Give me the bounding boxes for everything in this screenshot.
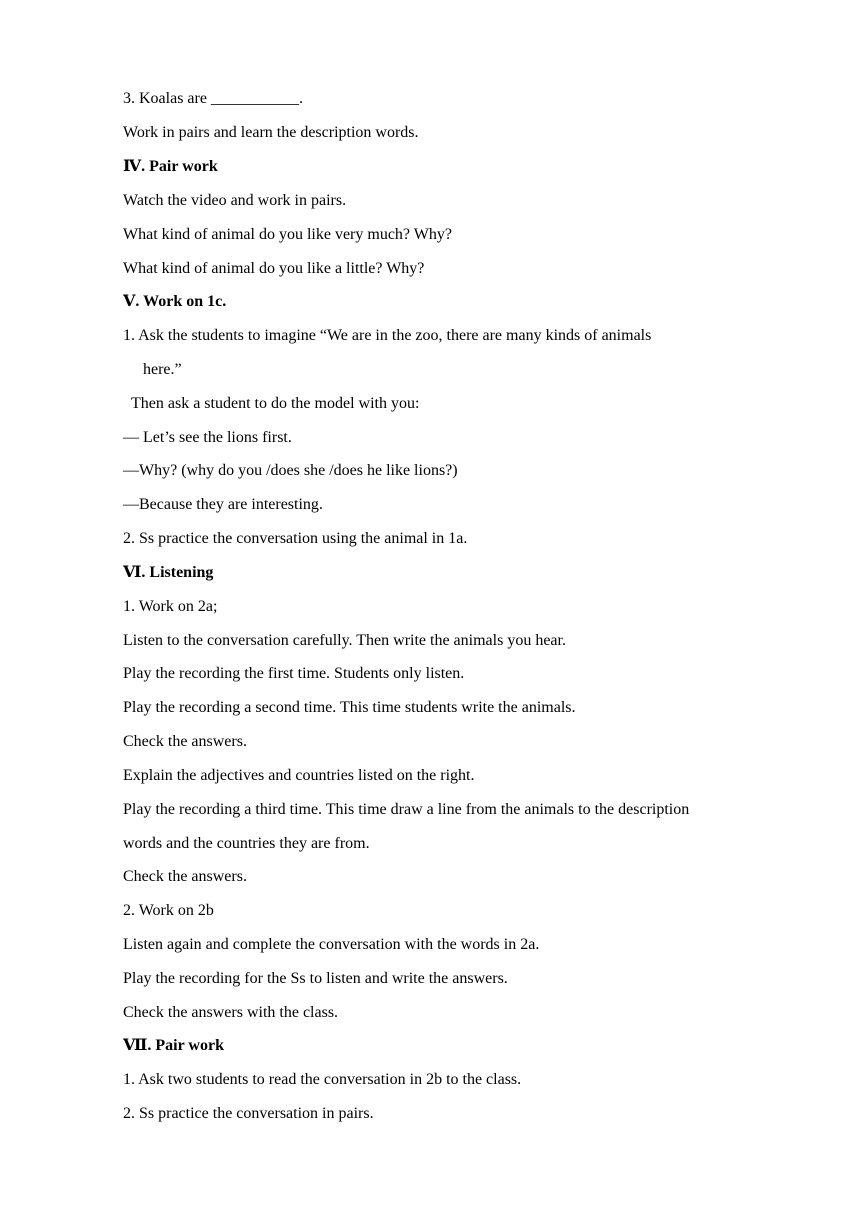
text-line: 3. Koalas are ___________.: [123, 90, 303, 107]
text-line: 2. Work on 2b: [123, 902, 214, 919]
dialogue-line: — Let’s see the lions first.: [123, 429, 292, 446]
text-line: 1. Work on 2a;: [123, 598, 218, 615]
text-line: 2. Ss practice the conversation using the animal in 1a.: [123, 530, 468, 547]
text-line: Explain the adjectives and countries listed on the right.: [123, 767, 475, 784]
section-heading: Ⅳ. Pair work: [123, 158, 218, 175]
text-line: Listen again and complete the conversation with the words in 2a.: [123, 936, 540, 953]
text-line: Play the recording the first time. Students only listen.: [123, 665, 465, 682]
text-line: Then ask a student to do the model with you:: [131, 395, 420, 412]
text-line: What kind of animal do you like a little? Why?: [123, 260, 425, 277]
text-line: 2. Ss practice the conversation in pairs.: [123, 1105, 374, 1122]
dialogue-line: —Why? (why do you /does she /does he like lions?): [123, 462, 458, 479]
text-line: Play the recording a third time. This time draw a line from the animals to the description: [123, 801, 690, 818]
text-line: What kind of animal do you like very much? Why?: [123, 226, 452, 243]
text-line: Check the answers.: [123, 868, 247, 885]
text-line: Check the answers.: [123, 733, 247, 750]
text-line: Play the recording a second time. This time students write the animals.: [123, 699, 576, 716]
dialogue-line: —Because they are interesting.: [123, 496, 323, 513]
text-line: Check the answers with the class.: [123, 1004, 339, 1021]
text-line: Listen to the conversation carefully. Then write the animals you hear.: [123, 632, 566, 649]
text-line: Play the recording for the Ss to listen and write the answers.: [123, 970, 508, 987]
text-line: here.”: [143, 361, 182, 378]
section-heading: Ⅴ. Work on 1c.: [123, 293, 227, 310]
section-heading: Ⅶ. Pair work: [123, 1037, 224, 1054]
text-line: Watch the video and work in pairs.: [123, 192, 347, 209]
text-line: 1. Ask two students to read the conversation in 2b to the class.: [123, 1071, 522, 1088]
text-line: 1. Ask the students to imagine “We are in the zoo, there are many kinds of animals: [123, 327, 652, 344]
section-heading: Ⅵ. Listening: [123, 564, 214, 581]
text-line: words and the countries they are from.: [123, 835, 370, 852]
text-line: Work in pairs and learn the description words.: [123, 124, 419, 141]
